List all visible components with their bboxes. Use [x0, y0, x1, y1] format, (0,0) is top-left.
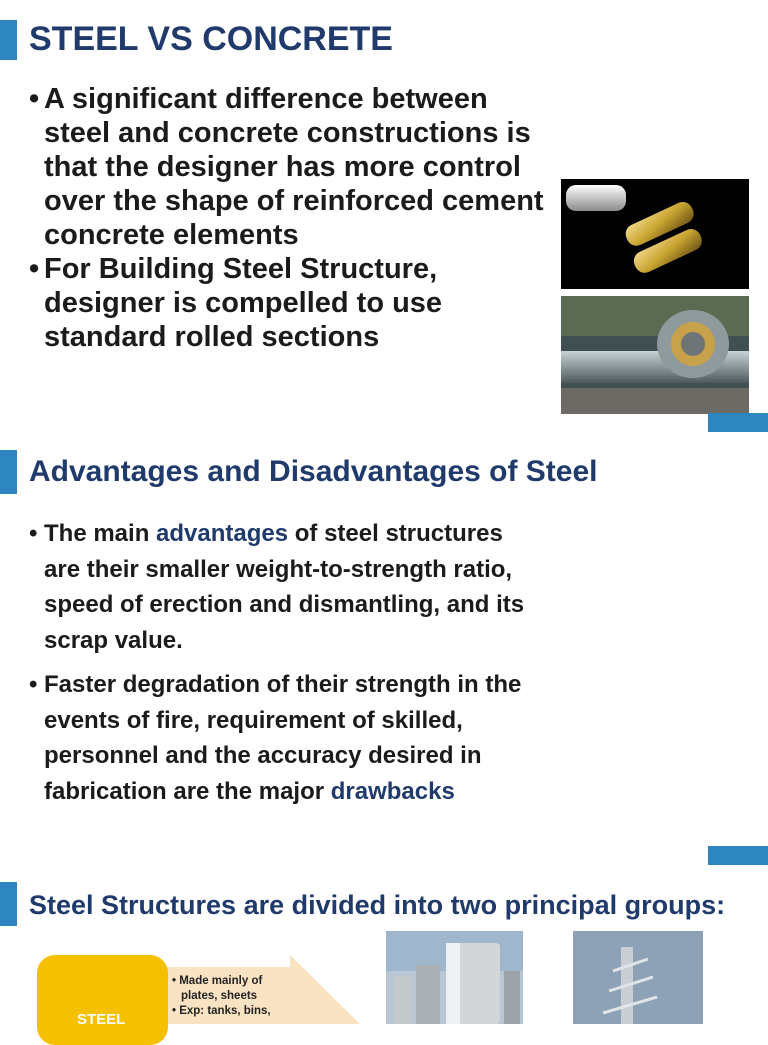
highlight-text: advantages	[156, 520, 289, 547]
bullet-text: of steel structures are their smaller weight-to-strength ratio, speed of erection and dismantling, and its scrap value.	[44, 520, 525, 654]
accent-bar	[0, 882, 17, 926]
bullet-item: • A significant difference between steel and concrete constructions is that the designer has more control over the shape of reinforced cement concrete elements	[29, 82, 549, 252]
arrow-list	[172, 974, 290, 1019]
bullet-item	[29, 667, 529, 809]
arrow-item: • Made mainly of plates, sheets	[172, 975, 263, 1002]
section-title: Steel Structures are divided into two principal groups:	[29, 890, 726, 920]
steel-box	[37, 955, 168, 1045]
bullet-text: Faster degradation of their strength in the events of fire, requirement of skilled, personnel and the accuracy desired in fabrication are the major	[44, 671, 522, 805]
section-title: Advantages and Disadvantages of Steel	[29, 455, 598, 488]
accent-bar	[0, 450, 17, 494]
accent-bar	[708, 413, 768, 432]
steel-box-label: STEEL	[77, 1011, 126, 1028]
bullet-item: • For Building Steel Structure, designer is compelled to use standard rolled sections	[29, 252, 549, 354]
bullet-text: The main	[44, 520, 157, 547]
steel-tanks-image	[386, 931, 523, 1024]
arrow-item: • Exp: tanks, bins,	[172, 1005, 271, 1017]
steel-tower-image	[573, 931, 703, 1024]
bullet-list	[29, 516, 529, 818]
accent-bar	[708, 846, 768, 865]
steel-rolling-image	[561, 296, 749, 414]
highlight-text: drawbacks	[330, 777, 455, 805]
steel-bars-image	[561, 179, 749, 289]
accent-bar	[0, 20, 17, 60]
section-title: STEEL VS CONCRETE	[29, 20, 393, 58]
bullet-list	[29, 82, 549, 354]
bullet-item	[29, 516, 529, 658]
